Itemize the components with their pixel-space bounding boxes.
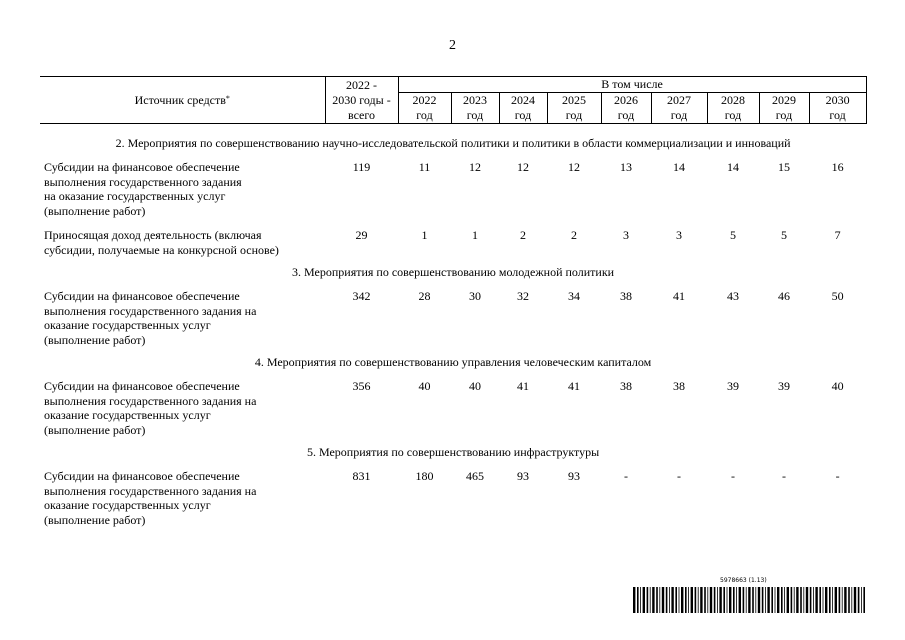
header-year-unit: год <box>617 108 635 122</box>
spacer-row <box>40 281 866 289</box>
source-cell <box>40 379 325 437</box>
source-cell <box>40 289 325 347</box>
total-cell: 342 <box>352 289 371 303</box>
barcode-bar <box>829 587 831 613</box>
barcode-bar <box>810 587 812 613</box>
table-row <box>40 469 866 527</box>
source-cell <box>40 469 325 527</box>
section-title: 4. Мероприятия по совершенствованию управления человеческим капиталом <box>254 354 652 369</box>
header-year-unit: год <box>670 108 688 122</box>
year-value-cell: 1 <box>472 228 478 242</box>
page-number: 2 <box>449 38 456 53</box>
source-line: (выполнение работ) <box>44 203 146 218</box>
year-value-cell: 465 <box>466 469 484 483</box>
header-year-unit: год <box>724 108 742 122</box>
header-year-value: 2025 <box>562 93 586 107</box>
spacer-row <box>40 124 866 135</box>
barcode-bar <box>819 587 821 613</box>
header-year-unit: год <box>466 108 484 122</box>
year-value-cell: 11 <box>418 160 431 174</box>
year-value-cell: - <box>731 469 735 483</box>
barcode-bar <box>719 587 721 613</box>
barcode-bar <box>723 587 725 613</box>
barcode-bar <box>691 587 693 613</box>
header-year-value: 2027 <box>667 93 691 107</box>
total-cell: 29 <box>355 228 368 242</box>
year-value-cell: 3 <box>676 228 682 242</box>
barcode-bar <box>777 587 779 613</box>
header-year-2030 <box>809 93 866 124</box>
year-value-cell: 13 <box>620 160 632 174</box>
barcode-bar <box>656 587 658 613</box>
header-year-2027 <box>651 93 707 124</box>
year-value-cell: - <box>677 469 681 483</box>
barcode-bar <box>767 587 769 613</box>
barcode-bar <box>669 587 670 613</box>
year-value-cell: 2 <box>520 228 526 242</box>
year-value-cell: 14 <box>673 160 685 174</box>
header-year-value: 2030 <box>825 93 850 107</box>
source-line: оказание государственных услуг <box>44 498 211 512</box>
funding-table <box>40 76 867 527</box>
table-row <box>40 289 866 347</box>
source-line: (выполнение работ) <box>44 422 146 437</box>
year-value-cell: 32 <box>517 289 529 303</box>
year-value-cell: 50 <box>831 289 844 303</box>
barcode-bar <box>839 587 841 613</box>
source-line: выполнения государственного задания на <box>44 483 257 498</box>
year-value-cell: 93 <box>517 469 529 483</box>
barcode-bar <box>803 587 804 613</box>
barcode-bar <box>633 587 635 613</box>
barcode-bar <box>679 587 680 613</box>
barcode-bar <box>643 587 645 613</box>
barcode-bar <box>729 587 731 613</box>
barcode-bar <box>698 587 699 613</box>
source-line: оказание государственных услуг <box>44 318 211 332</box>
barcode-bar <box>717 587 718 613</box>
year-value-cell: 40 <box>418 379 431 393</box>
header-year-2025 <box>547 93 601 124</box>
barcode-bar <box>784 587 785 613</box>
barcode-bar <box>714 587 716 613</box>
section-title-row <box>40 263 866 281</box>
header-year-unit: год <box>416 108 433 122</box>
source-line: Субсидии на финансовое обеспечение <box>44 160 240 174</box>
year-value-cell: - <box>782 469 786 483</box>
barcode-bar <box>848 587 850 613</box>
barcode-bar <box>727 587 728 613</box>
barcode-bar <box>671 587 673 613</box>
source-line: субсидии, получаемые на конкурсной основе) <box>44 242 279 257</box>
barcode-bar <box>710 587 712 613</box>
year-value-cell: 40 <box>469 379 481 393</box>
source-line: Приносящая доход деятельность (включая <box>44 228 262 242</box>
barcode-bar <box>771 587 773 613</box>
header-year-2024 <box>499 93 547 124</box>
year-value-cell: 39 <box>727 379 739 393</box>
source-line: (выполнение работ) <box>44 512 146 527</box>
year-value-cell: 12 <box>517 160 529 174</box>
year-value-cell: 7 <box>834 228 841 242</box>
barcode-bar <box>796 587 798 613</box>
table-row <box>40 228 866 257</box>
year-value-cell: 1 <box>421 228 428 242</box>
header-year-2026 <box>601 93 651 124</box>
year-value-cell: 12 <box>568 160 580 174</box>
year-value-cell: 46 <box>778 289 790 303</box>
section-title: 2. Мероприятия по совершенствованию научно-исследовательской политики и политики в области коммерциализации и инноваций <box>115 135 791 150</box>
year-value-cell: 38 <box>620 289 632 303</box>
header-year-2023 <box>451 93 499 124</box>
year-value-cell: 5 <box>730 228 736 242</box>
year-value-cell: 34 <box>568 289 580 303</box>
barcode-bar <box>832 587 833 613</box>
header-total: 2022 - 2030 годы - всего <box>325 77 398 124</box>
barcode <box>633 587 865 613</box>
source-cell <box>40 228 325 257</box>
barcode-bar <box>695 587 697 613</box>
header-year-value: 2024 <box>511 93 535 107</box>
barcode-bar <box>762 587 764 613</box>
barcode-bar <box>707 587 708 613</box>
barcode-bar <box>637 587 639 613</box>
year-value-cell: 16 <box>831 160 844 174</box>
section-title-row <box>40 134 866 152</box>
table-row <box>40 160 866 218</box>
barcode-bar <box>823 587 824 613</box>
barcode-bar <box>758 587 760 613</box>
barcode-bar <box>835 587 837 613</box>
source-line: выполнения государственного задания <box>44 174 242 189</box>
year-value-cell: 14 <box>727 160 739 174</box>
year-value-cell: 3 <box>623 228 629 242</box>
spacer-row <box>40 371 866 379</box>
source-line: (выполнение работ) <box>44 332 146 347</box>
barcode-bar <box>700 587 702 613</box>
barcode-bar <box>733 587 735 613</box>
section-title: 3. Мероприятия по совершенствованию молодежной политики <box>292 264 615 279</box>
total-cell: 356 <box>352 379 371 393</box>
header-year-unit: год <box>565 108 583 122</box>
barcode-bar <box>752 587 754 613</box>
barcode-bar <box>681 587 683 613</box>
year-value-cell: 30 <box>469 289 481 303</box>
section-title: 5. Мероприятия по совершенствованию инфраструктуры <box>306 444 600 459</box>
barcode-bar <box>851 587 852 613</box>
barcode-bar <box>652 587 654 613</box>
header-including: В том числе <box>398 77 866 93</box>
year-value-cell: 38 <box>673 379 685 393</box>
year-value-cell: 39 <box>778 379 790 393</box>
barcode-bar <box>755 587 756 613</box>
barcode-bar <box>662 587 664 613</box>
year-value-cell: 15 <box>778 160 790 174</box>
barcode-bar <box>647 587 649 613</box>
barcode-label: 5978663 (1.13) <box>720 577 767 584</box>
total-cell: 831 <box>352 469 371 483</box>
total-cell: 119 <box>352 160 371 174</box>
barcode-bar <box>858 587 860 613</box>
header-year-value: 2023 <box>463 93 487 107</box>
header-year-value: 2028 <box>721 93 745 107</box>
barcode-bar <box>640 587 641 613</box>
year-value-cell: 28 <box>418 289 431 303</box>
barcode-bar <box>675 587 677 613</box>
year-value-cell: 180 <box>415 469 434 483</box>
year-value-cell: 5 <box>781 228 787 242</box>
source-cell <box>40 160 325 218</box>
barcode-bar <box>861 587 862 613</box>
header-year-2022 <box>398 93 451 124</box>
table-row <box>40 379 866 437</box>
year-value-cell: 2 <box>571 228 577 242</box>
barcode-bar <box>704 587 706 613</box>
source-line: Субсидии на финансовое обеспечение <box>44 469 240 483</box>
barcode-bar <box>748 587 750 613</box>
spacer-row <box>40 218 866 228</box>
year-value-cell: 41 <box>673 289 685 303</box>
year-value-cell: 41 <box>568 379 580 393</box>
barcode-bar <box>688 587 689 613</box>
year-value-cell: - <box>835 469 840 483</box>
header-year-value: 2022 <box>412 93 437 107</box>
barcode-bar <box>650 587 651 613</box>
barcode-bar <box>842 587 843 613</box>
header-year-unit: год <box>775 108 793 122</box>
barcode-bar <box>791 587 793 613</box>
year-value-cell: 93 <box>568 469 580 483</box>
barcode-bar <box>854 587 856 613</box>
barcode-bar <box>863 587 865 613</box>
section-title-row <box>40 353 866 371</box>
barcode-bar <box>666 587 668 613</box>
barcode-bar <box>736 587 737 613</box>
barcode-bar <box>806 587 808 613</box>
year-value-cell: 40 <box>831 379 844 393</box>
source-line: Субсидии на финансовое обеспечение <box>44 379 240 393</box>
year-value-cell: 43 <box>727 289 739 303</box>
source-line: выполнения государственного задания на <box>44 303 257 318</box>
barcode-bar <box>813 587 814 613</box>
year-value-cell: 41 <box>517 379 529 393</box>
barcode-bar <box>659 587 660 613</box>
header-source: Источник средств* <box>40 77 325 124</box>
header-year-value: 2029 <box>772 93 796 107</box>
table-body <box>40 124 866 528</box>
year-value-cell: 38 <box>620 379 632 393</box>
header-year-value: 2026 <box>614 93 638 107</box>
header-year-unit: год <box>829 108 846 122</box>
barcode-bar <box>815 587 817 613</box>
barcode-bar <box>743 587 745 613</box>
barcode-bar <box>746 587 747 613</box>
barcode-bar <box>844 587 846 613</box>
header-year-unit: год <box>514 108 532 122</box>
spacer-row <box>40 152 866 160</box>
header-year-2028 <box>707 93 759 124</box>
barcode-bar <box>765 587 766 613</box>
barcode-bar <box>787 587 789 613</box>
barcode-bar <box>781 587 783 613</box>
barcode-bar <box>775 587 776 613</box>
source-line: выполнения государственного задания на <box>44 393 257 408</box>
spacer-row <box>40 461 866 469</box>
section-title-row <box>40 443 866 461</box>
header-year-2029 <box>759 93 809 124</box>
barcode-bar <box>794 587 795 613</box>
barcode-bar <box>800 587 802 613</box>
source-line: на оказание государственных услуг <box>44 189 226 203</box>
source-line: Субсидии на финансовое обеспечение <box>44 289 240 303</box>
barcode-bar <box>685 587 687 613</box>
barcode-bar <box>825 587 827 613</box>
barcode-bar <box>739 587 741 613</box>
year-value-cell: 12 <box>469 160 481 174</box>
year-value-cell: - <box>624 469 628 483</box>
source-line: оказание государственных услуг <box>44 408 211 422</box>
